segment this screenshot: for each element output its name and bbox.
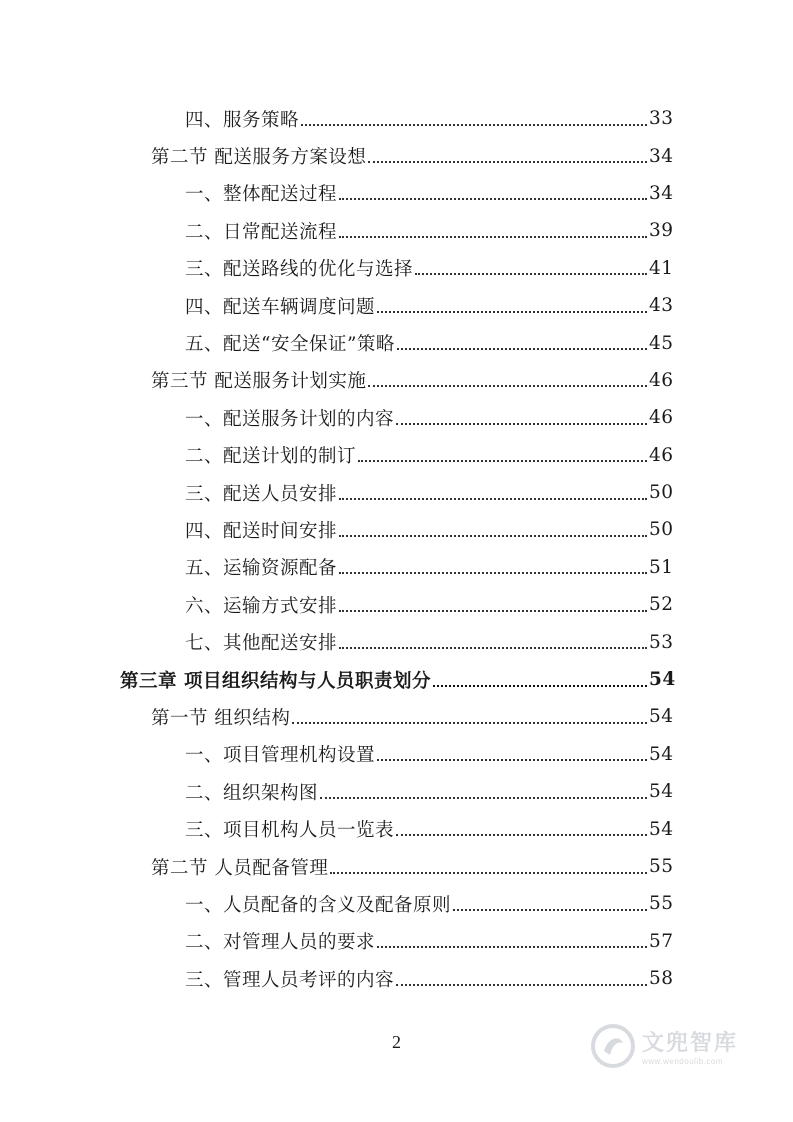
toc-entry-page: 58 — [649, 968, 674, 990]
toc-entry-page: 33 — [649, 108, 674, 130]
toc-entry-page: 55 — [649, 856, 674, 877]
toc-entry-page: 55 — [649, 893, 674, 915]
toc-dot-leader — [339, 218, 647, 238]
toc-entry-page: 50 — [649, 519, 674, 541]
toc-entry-page: 57 — [649, 930, 674, 952]
watermark-url: www.wendoulib.com — [642, 1057, 723, 1066]
toc-entry-section[interactable] — [0, 698, 793, 735]
toc-entry-label: 三、项目机构人员一览表 — [185, 820, 395, 842]
toc-dot-leader — [415, 255, 647, 275]
toc-entry-page: 54 — [649, 743, 674, 765]
toc-dot-leader — [339, 480, 647, 500]
toc-entry-section[interactable] — [0, 362, 793, 399]
toc-entry-label: 二、配送计划的制订 — [185, 446, 357, 468]
toc-entry-page: 46 — [649, 369, 674, 391]
table-of-contents — [0, 100, 793, 997]
toc-entry-page: 54 — [649, 669, 676, 691]
toc-entry-page: 54 — [649, 818, 674, 840]
toc-entry-label: 三、管理人员考评的内容 — [185, 969, 395, 991]
toc-entry-label: 二、对管理人员的要求 — [185, 932, 376, 954]
toc-entry-label: 五、配送“安全保证”策略 — [185, 334, 395, 356]
toc-entry-label: 第二节 人员配备管理 — [151, 857, 329, 879]
toc-entry-label: 二、日常配送流程 — [185, 221, 338, 243]
toc-entry-page: 50 — [649, 482, 674, 504]
toc-entry-item[interactable] — [0, 885, 793, 922]
toc-dot-leader — [339, 180, 647, 200]
toc-entry-item[interactable] — [0, 549, 793, 586]
toc-entry-item[interactable] — [0, 511, 793, 548]
toc-entry-section[interactable] — [0, 848, 793, 885]
toc-entry-label: 第一节 组织结构 — [151, 707, 291, 729]
toc-dot-leader — [368, 367, 647, 387]
toc-entry-item[interactable] — [0, 175, 793, 212]
toc-entry-label: 三、配送路线的优化与选择 — [185, 259, 414, 281]
toc-entry-label: 四、配送时间安排 — [185, 520, 338, 542]
toc-entry-label: 一、配送服务计划的内容 — [185, 408, 395, 430]
toc-entry-item[interactable] — [0, 474, 793, 511]
toc-entry-page: 52 — [649, 594, 674, 616]
toc-entry-item[interactable] — [0, 437, 793, 474]
toc-dot-leader — [330, 854, 647, 874]
toc-entry-page: 43 — [649, 295, 674, 317]
toc-entry-item[interactable] — [0, 100, 793, 137]
toc-entry-page: 34 — [649, 145, 674, 167]
toc-entry-label: 第二节 配送服务方案设想 — [151, 147, 367, 169]
toc-entry-item[interactable] — [0, 586, 793, 623]
page-number: 2 — [392, 1032, 401, 1052]
toc-dot-leader — [368, 143, 647, 163]
toc-entry-label: 四、配送车辆调度问题 — [185, 296, 376, 318]
watermark — [590, 1018, 780, 1074]
toc-entry-label: 第三章 项目组织结构与人员职责划分 — [120, 670, 431, 692]
toc-entry-page: 39 — [649, 220, 674, 242]
toc-dot-leader — [453, 891, 647, 911]
toc-entry-page: 46 — [649, 407, 674, 429]
toc-entry-label: 二、组织架构图 — [185, 782, 319, 804]
toc-entry-chapter[interactable] — [0, 661, 793, 698]
toc-dot-leader — [396, 966, 647, 986]
toc-entry-section[interactable] — [0, 137, 793, 174]
toc-entry-page: 34 — [649, 182, 674, 204]
toc-dot-leader — [301, 106, 647, 126]
toc-entry-page: 53 — [649, 631, 674, 653]
toc-entry-item[interactable] — [0, 736, 793, 773]
toc-dot-leader — [396, 405, 647, 425]
toc-entry-label: 七、其他配送安排 — [185, 633, 338, 655]
toc-entry-label: 一、整体配送过程 — [185, 184, 338, 206]
toc-entry-label: 一、人员配备的含义及配备原则 — [185, 894, 452, 916]
toc-entry-item[interactable] — [0, 810, 793, 847]
toc-entry-label: 五、运输资源配备 — [185, 558, 338, 580]
toc-entry-item[interactable] — [0, 212, 793, 249]
toc-dot-leader — [339, 554, 647, 574]
toc-entry-page: 45 — [649, 332, 674, 354]
toc-entry-label: 六、运输方式安排 — [185, 595, 338, 617]
toc-entry-page: 46 — [649, 444, 674, 466]
toc-entry-item[interactable] — [0, 324, 793, 361]
toc-entry-page: 51 — [649, 556, 674, 578]
toc-entry-item[interactable] — [0, 773, 793, 810]
toc-entry-item[interactable] — [0, 287, 793, 324]
toc-dot-leader — [377, 741, 647, 761]
toc-dot-leader — [339, 592, 647, 612]
toc-entry-page: 54 — [649, 781, 674, 803]
toc-entry-label: 四、服务策略 — [185, 109, 300, 131]
toc-entry-item[interactable] — [0, 250, 793, 287]
toc-entry-item[interactable] — [0, 960, 793, 997]
toc-dot-leader — [292, 704, 647, 724]
toc-dot-leader — [377, 928, 647, 948]
toc-dot-leader — [339, 629, 647, 649]
toc-dot-leader — [320, 779, 647, 799]
toc-dot-leader — [433, 667, 647, 687]
wendou-logo-icon — [590, 1023, 636, 1069]
toc-dot-leader — [339, 517, 647, 537]
toc-dot-leader — [397, 330, 647, 350]
toc-entry-page: 41 — [649, 257, 674, 279]
toc-entry-item[interactable] — [0, 923, 793, 960]
toc-dot-leader — [377, 293, 647, 313]
watermark-name: 文兜智库 — [642, 1031, 739, 1056]
toc-dot-leader — [358, 442, 647, 462]
toc-entry-label: 第三节 配送服务计划实施 — [151, 371, 367, 393]
toc-entry-page: 54 — [649, 706, 674, 728]
toc-dot-leader — [396, 816, 647, 836]
toc-entry-label: 一、项目管理机构设置 — [185, 745, 376, 767]
toc-entry-item[interactable] — [0, 399, 793, 436]
toc-entry-label: 三、配送人员安排 — [185, 483, 338, 505]
toc-entry-item[interactable] — [0, 623, 793, 660]
